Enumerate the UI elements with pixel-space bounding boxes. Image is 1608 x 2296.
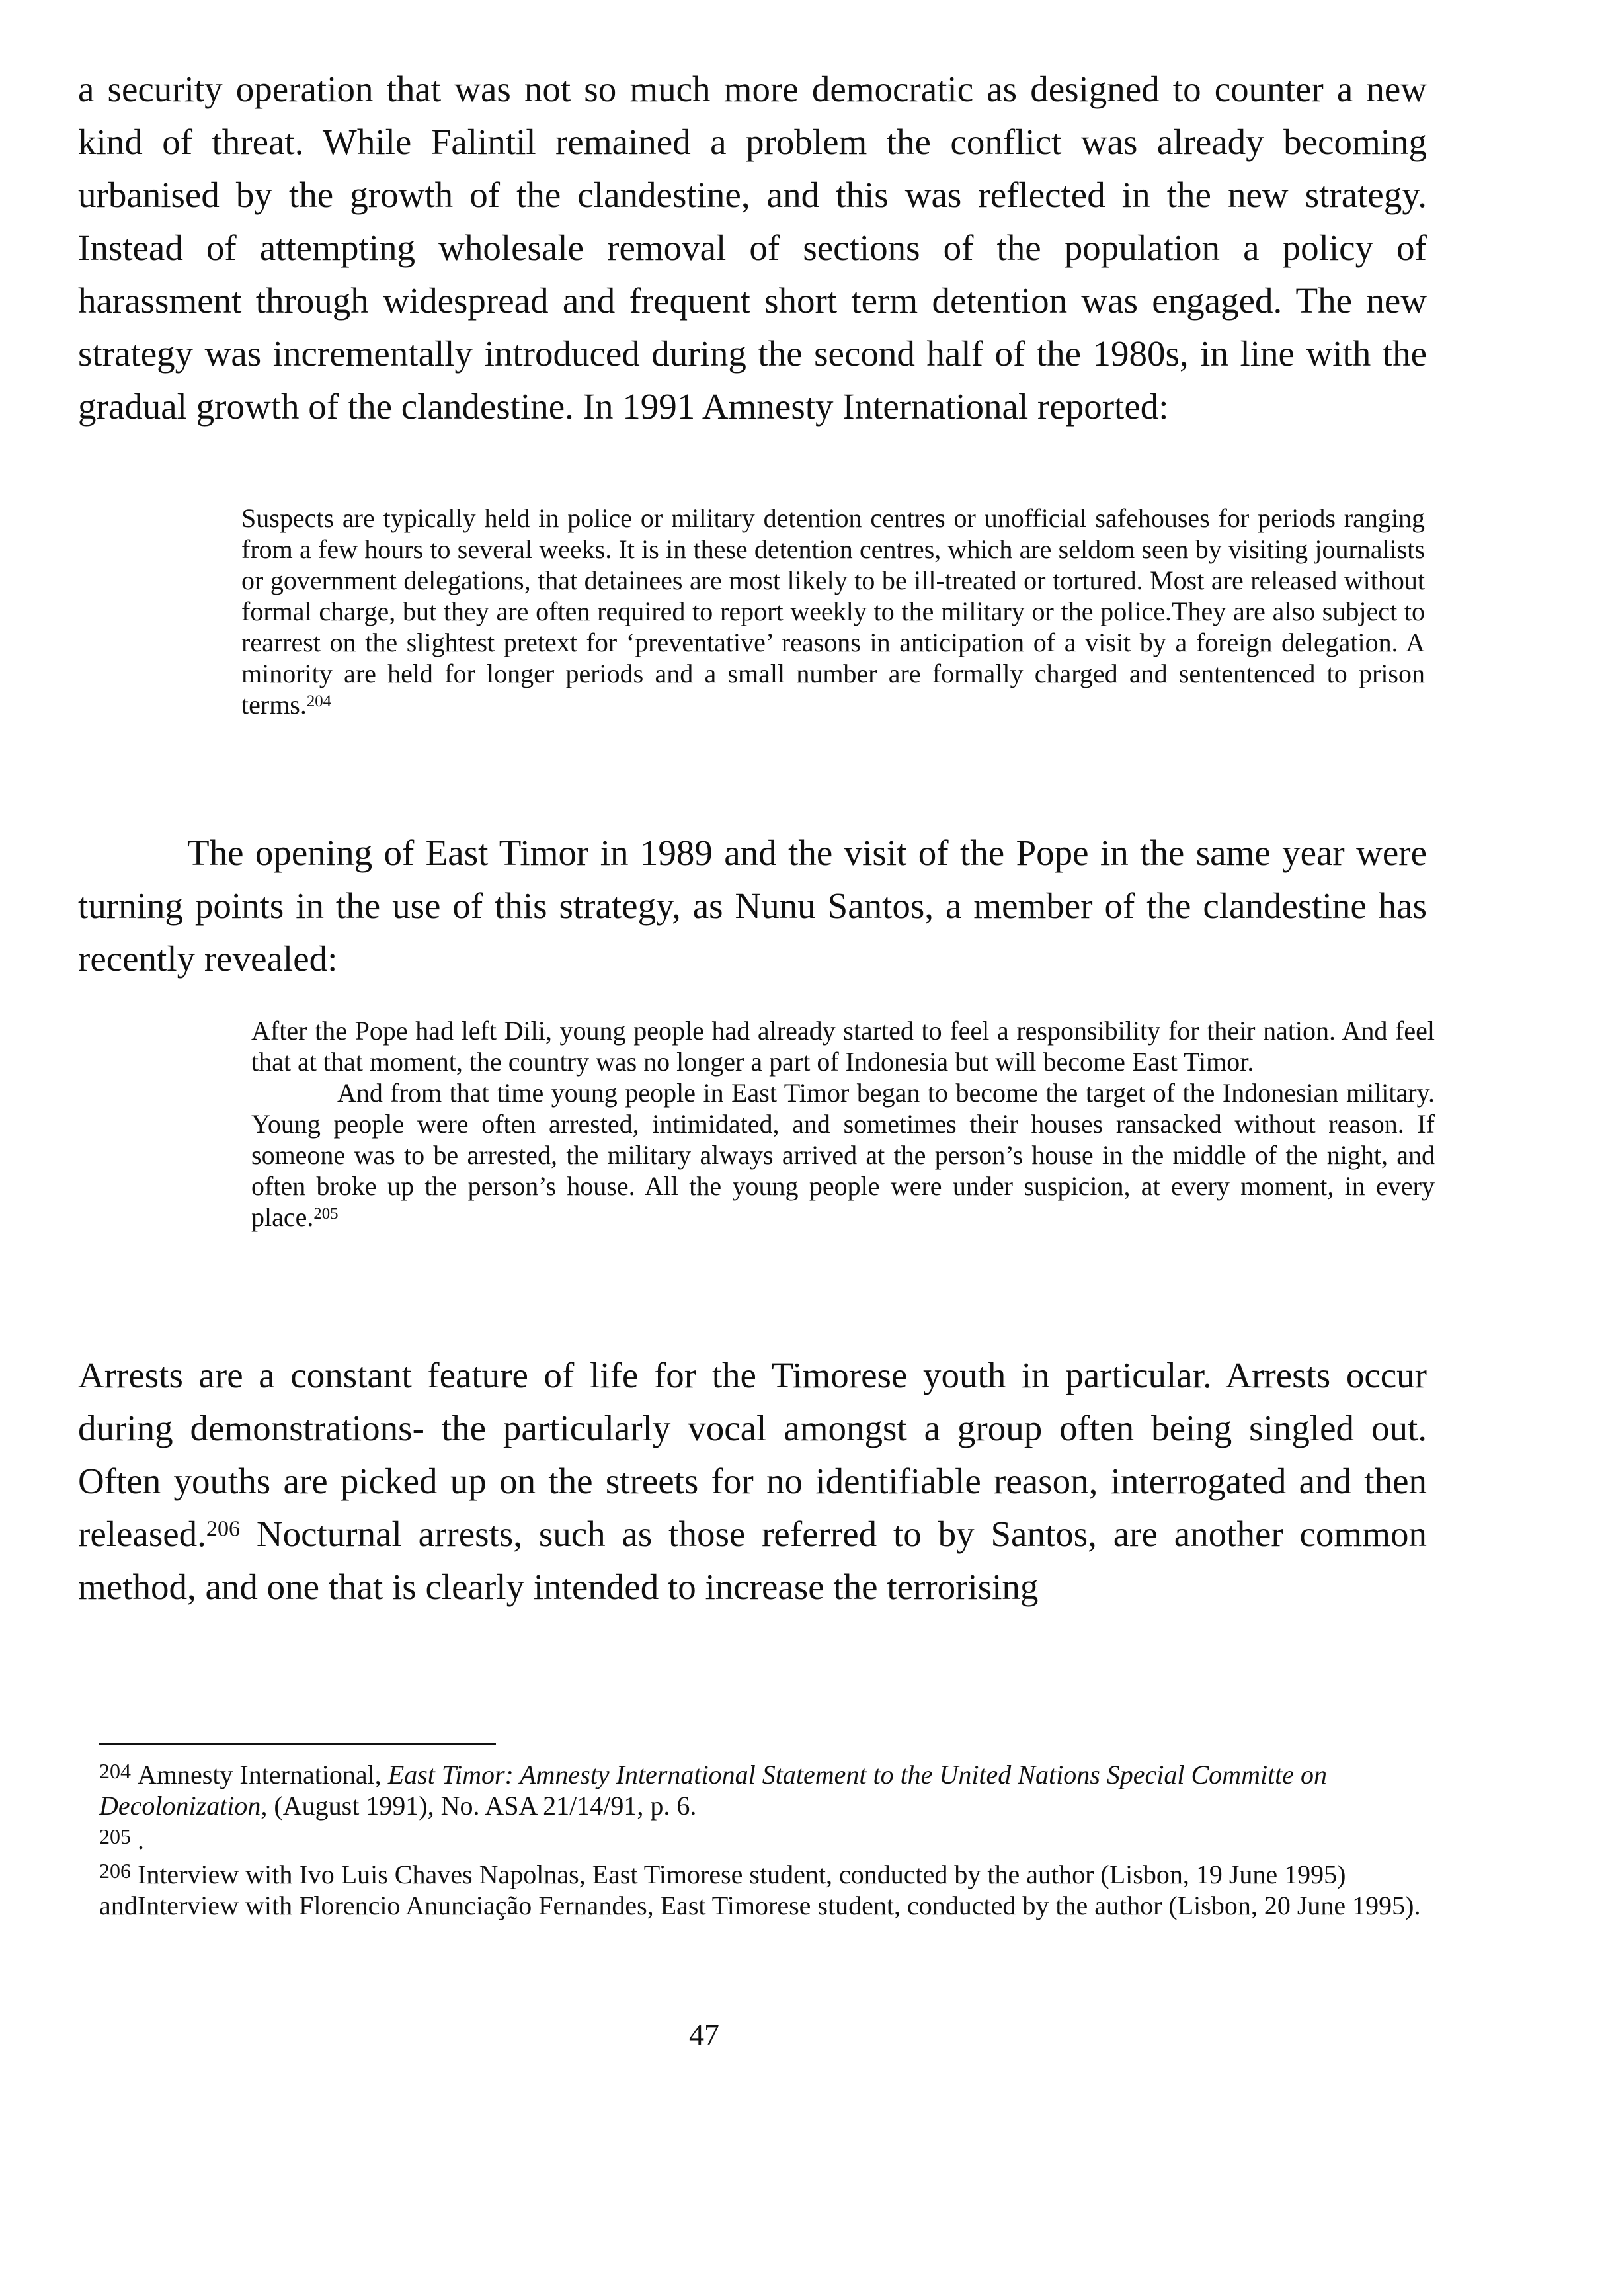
body-paragraph-2: The opening of East Timor in 1989 and the visit of the Pope in the same year were turning points in the use of this strategy, as Nunu Santos, a member of the clandestine has recently revealed:: [78, 833, 1427, 979]
footnotes: [99, 1756, 1422, 1921]
footnote-separator: [99, 1743, 496, 1745]
body-paragraph-3: Arrests are a constant feature of life for the Timorese youth in particular. Arrests occur during demonstrations- the particularly vocal amongst a group often being singled out. Often youths are picked up on the streets for no identifiable reason, interrogated and then released.$^{206}$ Nocturnal arrests, such as those referred to by Santos, are another common method, and one that is clearly intended to increase the terrorising: [78, 1355, 1427, 1607]
footnote-205: $^{205}$ .: [99, 1824, 144, 1855]
footnote-204: $^{204}$ Amnesty International, East Timor: Amnesty International Statement to the United Nations Special Committe on Decolonization, (August 1991), No. ASA 21/14/91, p. 6.: [99, 1759, 1328, 1821]
block-quote-santos-para-2: And from that time young people in East Timor began to become the target of the Indonesian military. Young people were often arrested, intimidated, and sometimes their houses ransacked without reason. If someone was to be arrested, the military always arrived at the person’s house in the middle of the night, and often broke up the person’s house. All the young people were under suspicion, at every moment, in every place.$^{205}$: [251, 1078, 1435, 1232]
footnote-ref-204: 204: [306, 692, 332, 710]
footnote-ref-206: 206: [206, 1516, 241, 1541]
block-quote-amnesty: [241, 503, 1425, 720]
footnote-204-title: East Timor: Amnesty International Statement to the United Nations Special Committe on Decolonization,: [99, 1760, 1328, 1821]
footnote-206: $^{206}$ Interview with Ivo Luis Chaves Napolnas, East Timorese student, conducted by the author (Lisbon, 19 June 1995) andInterview with Florencio Anunciação Fernandes, East Timorese student, conducted by the author (Lisbon, 20 June 1995).: [99, 1859, 1421, 1920]
block-quote-santos-para-1: After the Pope had left Dili, young people had already started to feel a responsibility for their nation. And feel that at that moment, the country was no longer a part of Indonesia but will become East Timor.: [251, 1016, 1435, 1077]
block-quote-santos: [251, 1015, 1435, 1233]
body-paragraph-1: a security operation that was not so much more democratic as designed to counter a new kind of threat. While Falintil remained a problem the conflict was already becoming urbanised by the growth of the clandestine, and this was reflected in the new strategy. Instead of attempting wholesale removal of sections of the population a policy of harassment through widespread and frequent short term detention was engaged. The new strategy was incrementally introduced during the second half of the 1980s, in line with the gradual growth of the clandestine. In 1991 Amnesty International reported:: [78, 69, 1427, 427]
page-number: 47: [689, 2018, 719, 2051]
footnote-ref-205: 205: [313, 1204, 339, 1223]
block-quote-amnesty-text: Suspects are typically held in police or military detention centres or unofficial safehouses for periods ranging from a few hours to several weeks. It is in these detention centres, which are seldom seen by visiting journalists or government delegations, that detainees are most likely to be ill-treated or tortured. Most are released without formal charge, but they are often required to report weekly to the military or the police.They are also subject to rearrest on the slightest pretext for ‘preventative’ reasons in anticipation of a visit by a foreign delegation. A minority are held for longer periods and a small number are formally charged and sententenced to prison terms.$^{204}$: [241, 503, 1425, 719]
